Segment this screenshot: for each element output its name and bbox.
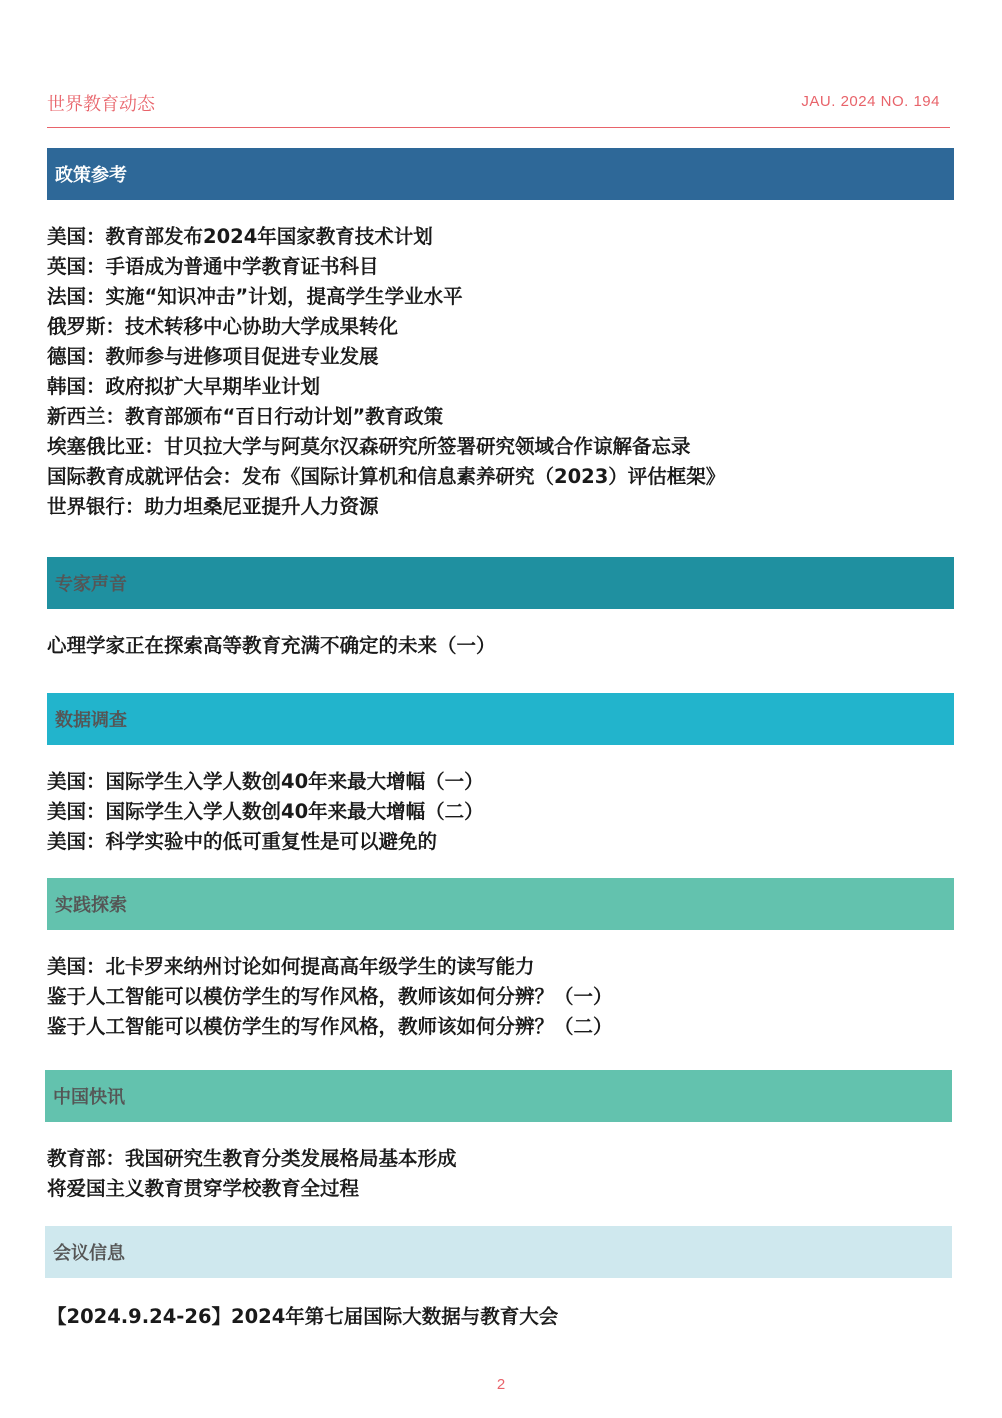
section-title: 政策参考 <box>55 165 127 186</box>
section-item-list <box>47 767 954 857</box>
section-header-bar <box>45 1070 952 1122</box>
section-item-list <box>47 1302 952 1332</box>
article-link[interactable]: 世界银行：助力坦桑尼亚提升人力资源 <box>47 495 379 518</box>
page-number: 2 <box>496 1376 506 1393</box>
article-link[interactable]: 俄罗斯：技术转移中心协助大学成果转化 <box>47 315 399 338</box>
section-title: 实践探索 <box>55 895 127 916</box>
section-item-list <box>47 952 954 1042</box>
section-title: 会议信息 <box>53 1243 125 1264</box>
article-link[interactable]: 心理学家正在探索高等教育充满不确定的未来（一） <box>47 634 496 657</box>
section-title: 专家声音 <box>55 574 127 595</box>
section-data-survey <box>47 693 954 857</box>
article-link[interactable]: 法国：实施“知识冲击”计划，提高学生学业水平 <box>47 285 463 308</box>
section-title: 中国快讯 <box>53 1087 125 1108</box>
article-link[interactable]: 英国：手语成为普通中学教育证书科目 <box>47 255 379 278</box>
section-header-bar <box>45 1226 952 1278</box>
section-header-bar <box>47 148 954 200</box>
article-link[interactable]: 美国：国际学生入学人数创40年来最大增幅（二） <box>47 800 484 823</box>
article-link[interactable]: 韩国：政府拟扩大早期毕业计划 <box>47 375 321 398</box>
section-policy <box>47 148 954 522</box>
article-link[interactable]: 德国：教师参与进修项目促进专业发展 <box>47 345 379 368</box>
article-link[interactable]: 鉴于人工智能可以模仿学生的写作风格，教师该如何分辨？（一） <box>47 985 613 1008</box>
article-link[interactable]: 国际教育成就评估会：发布《国际计算机和信息素养研究（2023）评估框架》 <box>47 465 726 488</box>
article-link[interactable]: 埃塞俄比亚：甘贝拉大学与阿莫尔汉森研究所签署研究领域合作谅解备忘录 <box>47 435 691 458</box>
article-link[interactable]: 美国：科学实验中的低可重复性是可以避免的 <box>47 830 438 853</box>
article-link[interactable]: 教育部：我国研究生教育分类发展格局基本形成 <box>47 1147 457 1170</box>
article-link[interactable]: 美国：北卡罗来纳州讨论如何提高高年级学生的读写能力 <box>47 955 535 978</box>
section-practice <box>47 878 954 1042</box>
article-link[interactable]: 美国：国际学生入学人数创40年来最大增幅（一） <box>47 770 484 793</box>
article-link[interactable]: 将爱国主义教育贯穿学校教育全过程 <box>47 1177 360 1200</box>
issue-number: JAU. 2024 NO. 194 <box>801 93 940 110</box>
article-link[interactable]: 新西兰：教育部颁布“百日行动计划”教育政策 <box>47 405 444 428</box>
section-item-list <box>47 222 954 522</box>
section-item-list <box>47 1144 952 1204</box>
section-china-news <box>45 1070 952 1204</box>
article-link[interactable]: 【2024.9.24-26】2024年第七届国际大数据与教育大会 <box>47 1305 559 1328</box>
article-link[interactable]: 美国：教育部发布2024年国家教育技术计划 <box>47 225 433 248</box>
section-header-bar <box>47 557 954 609</box>
section-header-bar <box>47 878 954 930</box>
section-item-list <box>47 631 954 661</box>
header-divider <box>47 127 950 128</box>
article-link[interactable]: 鉴于人工智能可以模仿学生的写作风格，教师该如何分辨？（二） <box>47 1015 613 1038</box>
publication-title: 世界教育动态 <box>47 94 155 115</box>
section-header-bar <box>47 693 954 745</box>
section-conferences <box>45 1226 952 1332</box>
section-title: 数据调查 <box>55 710 127 731</box>
section-experts <box>47 557 954 661</box>
